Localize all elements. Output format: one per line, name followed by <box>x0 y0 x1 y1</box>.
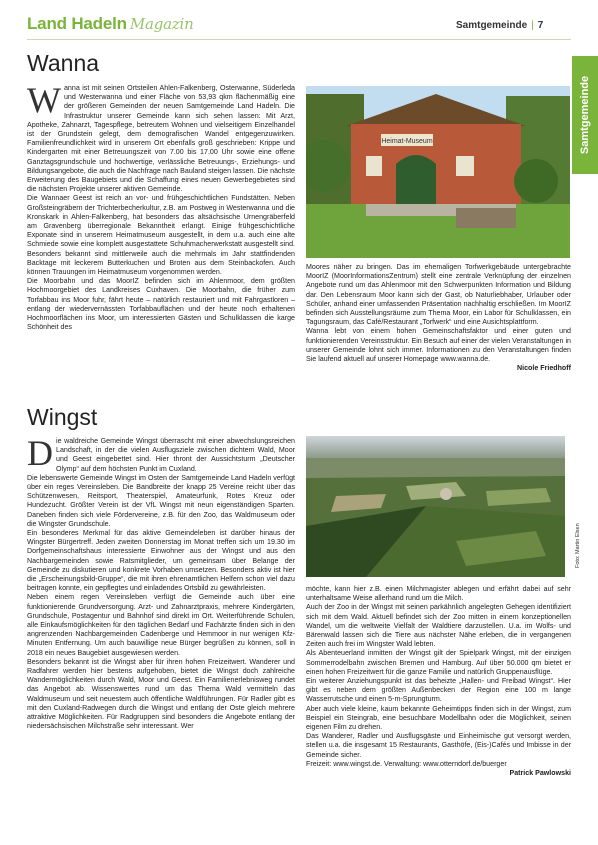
wanna-title: Wanna <box>27 50 100 76</box>
wingst-body-col2: möchte, kann hier z.B. einen Milchmagister ablegen und erfährt dabei auf sehr unterhaltsame Weise allerhand rund um die Milch. Auch der Zoo in der Wingst mit seinen parkähnlich angelegten Gehegen identifiziert sich mit dem Wald. Aktuell befindet sich der Zoo mitten in einem konzeptionellen Wandel, um die weltweite Vielfalt der Waldtiere darzustellen. U.a. im Wolfs- und Bärenwald lassen sich die Tiere aus nächster Nähe erleben, die in vergangenen Zeiten auch frei im Wingster Wald lebten. Als Abenteuerland inmitten der Wingst gilt der Spielpark Wingst, mit der einzigen Sommerrodelbahn zwischen Bremen und Hamburg. Auf über 50.000 qm bietet er einen hohen Freizeitwert für die ganze Familie und natürlich Gruppenausflüge. Ein weiterer Anziehungspunkt ist das beheizte „Hallen- und Freibad Wingst“. Hier gibt es neben dem größten Außenbecken der Region eine 100 m lange Wasserrutsche und einen 5-m-Sprungturm. Aber auch viele kleine, kaum bekannte Geheimtipps finden sich in der Wingst, zum Beispiel ein Steingrab, eine besuchbare Modellbahn oder die Möglichkeit, seinen eigenen Film zu drehen. Das Wanderer, Radler und Ausflugsgäste und Einheimische gut versorgt werden, stellen u.a. die insgesamt 15 Restaurants, Gasthöfe, (Eis-)Cafés und Imbisse in der Gemeinde sicher. Freizeit: www.wingst.de. Verwaltung: www.otterndorf.de/buerger Patrick Pawlowski <box>306 585 571 778</box>
header-divider <box>27 39 571 40</box>
wanna-body-col2: Moores näher zu bringen. Das im ehemaligen Torfwerkgebäude untergebrachte MoorIZ (MoorInformationsZentrum) stellt eine zentrale Verknüpfung der einzelnen Angebote rund um das Ahlenmoor mit den Schwerpunkten Information und Bildung dar. Den Lebensraum Moor kann sich der Gast, ob Naturliebhaber, Urlauber oder Schüler, anhand einer umfassenden Präsentation nachhaltig erschließen. Im MoorIZ befinden sich Ausstellungsräume zum Thema Moor, ein Labor für Schulklassen, ein Tagungsraum, das Café/Restaurant „Torfwerk“ und eine Ausichtsplattform. Wanna lebt von einem hohen Gemeinschaftsfaktor und einer guten und funktionierenden Vereinsstruktur. Ein Besuch auf einer der vielen Veranstaltungen in unserer Gemeinde lohnt sich immer. Informationen zu den Veranstaltungen finden Sie laufend aktuell auf unserer Homepage www.wanna.de. Nicole Friedhoff <box>306 263 571 373</box>
drop-cap: W <box>27 84 61 120</box>
page-number: 7 <box>537 20 544 31</box>
wanna-museum-photo <box>306 86 570 258</box>
side-tab: Samtgemeinde <box>572 56 598 174</box>
museum-sign: Heimat-Museum <box>381 138 433 145</box>
drop-cap: D <box>27 437 53 473</box>
photo-credit: Foto: Martin Elsen <box>575 523 581 568</box>
magazine-header <box>27 14 194 40</box>
wingst-aerial-photo <box>306 436 565 577</box>
wingst-title: Wingst <box>27 404 98 430</box>
page-section-label: Samtgemeinde | 7 <box>456 20 544 31</box>
wanna-body-col1: Wanna ist mit seinen Ortsteilen Ahlen-Falkenberg, Osterwanne, Süderleda und Westerwanna und einer Fläche von 53,93 qkm flächenmäßig eine der größeren Gemeinden der neuen Samtgemeinde Land Hadeln. Die Infrastruktur unserer Gemeinde kann sich sehen lassen: Mit Arzt, Apotheke, Zahnarzt, Tagespflege, betreutem Wohnen und vielseitigem Einzelhandel ist der Grundstein gelegt, dem demografischen Wandel entgegenzuwirken. Familienfreundlichkeit wird in unserem Ort ebenfalls groß geschrieben: Krippe und Kindergarten mit einer Betreuungszeit von 7.00 bis 17.00 Uhr sowie eine offene Ganztagsgrundschule und hochwertige, verlässliche Betreuungs-, Erziehungs- und Bildungsangebote, die auch die Nachfrage nach Bauland steigen lassen. Die nächste Erweiterung des Baugebiets und die Schaffung eines neuen Gewerbegebietes sind die nächsten Projekte unserer aktiven Gemeinde. Die Wannaer Geest ist reich an vor- und frühgeschichtlichen Fundstätten. Neben Großsteingräbern der Trichterbecherkultur, z.B. am Postweg in Westerwanna und die Kronskark in Ahlen-Falkenberg, hat besonders das altsächsische Urnengräberfeld am Gravenberg überregionale Bekanntheit erlangt. Einige frühgeschichtliche Exponate sind in unserem Heimatmuseum ausgestellt, in dem u.a. auch eine alte Schmiede sowie eine komplett ausgestattete Schuhmacherwerkstatt ausgestellt sind. Besonders bekannt sind mittlerweile auch die mehrmals im Jahr stattfindenden Backtage mit leckerem Butterkuchen und Broten aus dem Steinbackofen. Auch können Trauungen im Heimatmuseum vorgenommen werden. Die Moorbahn und das MoorIZ befinden sich im Ahlenmoor, dem größten Hochmoorgebiet des Landkreises Cuxhaven. Die Moorbahn, die früher zum Torfabbau ins Moor fuhr, fährt heute – natürlich restauriert und mit Fahrgastloren – entlang der wiedervernässten Torfabbauflächen und der heute noch erhaltenen Hochmoorflächen ins Moor, um interessierten Gästen und Schulklassen die karge Schönheit des <box>27 84 295 332</box>
wingst-body-col1: Die waldreiche Gemeinde Wingst überrascht mit einer abwechslungsreichen Landschaft, in der die vielen Ausflugsziele zwischen dichtem Wald, Moor und Geest eingebettet sind. Hier thront der Aussichtsturm „Deutscher Olymp“ auf dem höchsten Punkt im Cuxland. Die lebenswerte Gemeinde Wingst im Osten der Samtgemeinde Land Hadeln verfügt über ein reges Vereinsleben. Die Bandbreite der knapp 25 Vereine reicht über das Schützenwesen, Reitsport, Theaterspiel, Amateurfunk, Rotes Kreuz oder Hundezucht. Größter Verein ist der VfL Wingst mit neun eigenständigen Sparten. Daneben finden sich viele Fördervereine, z.B. für den Zoo, das Waldmuseum oder die Wingster Grundschule. Ein besonderes Merkmal für das aktive Gemeindeleben ist darüber hinaus der Wingster Bürgertreff. Jeden zweiten Donnerstag im Monat treffen sich um 19.30 im Dorfgemeinschaftshaus interessierte Einwohner aus der Wingst und aus den Nachbargemeinden sowie Ratsmitglieder, um gemeinsam über Belange der Gemeinde zu diskutieren und konkrete Vorhaben umsetzen. Besonders aktiv ist hier die „Erscheinungsbild-Gruppe“, die mit ihren ehrenamtlichen Helfern schon viel dazu beitragen konnte, ein gepflegtes und einladendes Ortsbild zu gewährleisten. Neben einem regen Vereinsleben verfügt die Gemeinde auch über eine funktionierende Grundversorgung. Arzt- und Zahnarztpraxis, mehrere Kindergärten, Grundschule, Postagentur und Bahnhof sind direkt im Ort. Weiterführende Schulen, alle Einkaufsmöglichkeiten für den täglichen Bedarf und Fachärzte finden sich in den angrenzenden Nachbargemeinden Cadenberge und Hemmoor in nur wenigen Kfz-Minuten Entfernung. Um auch bauwillige neue Bürger begrüßen zu können, soll in 2018 ein neues Baugebiet ausgewiesen werden. Besonders bekannt ist die Wingst aber für ihren hohen Freizeitwert. Wanderer und Radfahrer werden hier bestens aufgehoben, bietet die Wingst doch zahlreiche Wandermöglichkeiten durch Wald, Moor und Geest. Ein Familienerlebnisweg rundet das Angebot ab. Wissenswertes rund um das Thema Wald vermitteln das Waldmuseum und seit neuestem auch öffentliche Waldführungen. Für Radler gibt es mit den Cuxland-Radwegen durch die Wingst und entlang der Oste gleich mehrere attraktive Möglichkeiten. Für Radgruppen sind besonders die Angebote entlang der niedersächsischen Milchstraße sehr interessant. Wer <box>27 437 295 731</box>
wanna-author: Nicole Friedhoff <box>517 364 571 373</box>
wingst-author: Patrick Pawlowski <box>509 769 571 778</box>
brand-logo: Land Hadeln Magazin <box>27 14 194 33</box>
